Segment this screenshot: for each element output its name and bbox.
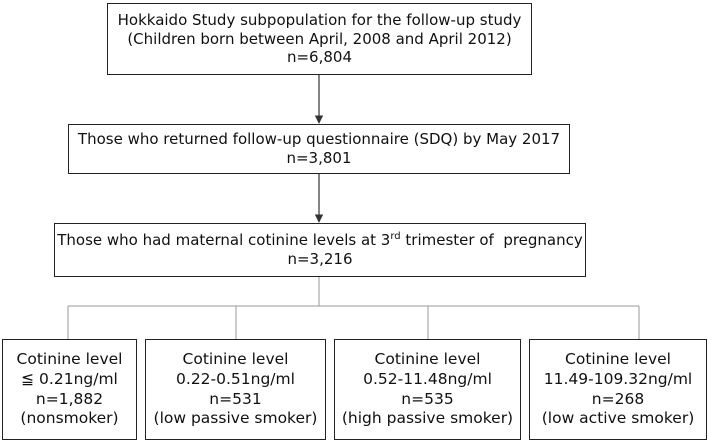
group-title: Cotinine level xyxy=(182,349,289,368)
study-population-count: n=6,804 xyxy=(286,48,353,67)
group-box-low-active-smoker xyxy=(529,339,707,440)
group-label: (low active smoker) xyxy=(541,409,695,428)
study-population-box xyxy=(107,3,532,75)
cotinine-measured-box xyxy=(54,223,586,277)
group-title: Cotinine level xyxy=(374,349,481,368)
group-range: ≦ 0.21ng/ml xyxy=(21,369,118,388)
group-label: (high passive smoker) xyxy=(341,409,514,428)
group-label: (nonsmoker) xyxy=(20,409,119,428)
cotinine-measured-count: n=3,216 xyxy=(287,250,353,268)
group-range: 11.49-109.32ng/ml xyxy=(543,369,693,388)
group-box-low-passive-smoker xyxy=(145,339,326,440)
group-label: (low passive smoker) xyxy=(153,409,318,428)
study-population-birth-range: (Children born between April, 2008 and April 2012) xyxy=(127,29,512,48)
group-box-high-passive-smoker xyxy=(334,339,521,440)
group-box-nonsmoker xyxy=(2,339,137,440)
group-count: n=1,882 xyxy=(35,389,104,408)
group-count: n=268 xyxy=(591,389,645,408)
group-range: 0.22-0.51ng/ml xyxy=(176,369,295,388)
group-range: 0.52-11.48ng/ml xyxy=(363,369,492,388)
group-count: n=535 xyxy=(401,389,454,408)
group-count: n=531 xyxy=(209,389,262,408)
questionnaire-title: Those who returned follow-up questionnaire (SDQ) by May 2017 xyxy=(77,130,561,149)
questionnaire-box xyxy=(68,124,570,174)
group-title: Cotinine level xyxy=(565,349,671,368)
questionnaire-count: n=3,801 xyxy=(286,149,352,167)
cotinine-measured-title: Those who had maternal cotinine levels at 3rd trimester of pregnancy xyxy=(57,231,583,250)
study-population-title: Hokkaido Study subpopulation for the follow-up study xyxy=(117,10,522,29)
group-title: Cotinine level xyxy=(16,349,123,368)
